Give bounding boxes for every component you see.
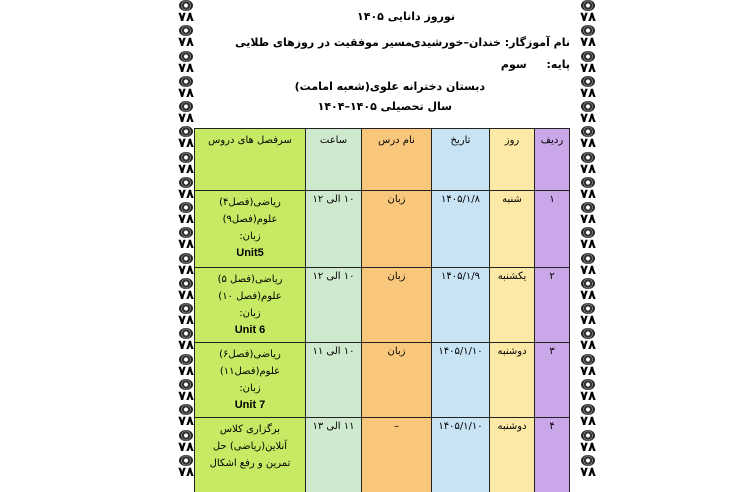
border-ornament <box>575 227 601 252</box>
cell-radif: ۲ <box>535 268 570 343</box>
border-number: ۷۸ <box>580 313 596 329</box>
border-number: ۷۸ <box>580 136 596 152</box>
border-number: ۷۸ <box>580 212 596 228</box>
border-number: ۷۸ <box>580 85 596 101</box>
cell-tarikh: ۱۴۰۵/۱/۱۰ <box>432 343 490 418</box>
border-ornament <box>575 328 601 353</box>
border-number: ۷۸ <box>178 388 194 404</box>
border-ornament <box>575 455 601 480</box>
border-number: ۷۸ <box>178 212 194 228</box>
grade-line <box>501 58 570 71</box>
border-number: ۷۸ <box>178 237 194 253</box>
border-ornament <box>575 25 601 50</box>
border-ornament <box>575 253 601 278</box>
cell-nam-dars: زبان <box>362 343 432 418</box>
cell-radif: ۱ <box>535 191 570 268</box>
border-ornament <box>575 51 601 76</box>
header-radif: ردیف <box>535 129 570 191</box>
unit-label: Unit 7 <box>234 399 266 411</box>
topic-line: تمرین و رفع اشکال <box>209 458 291 469</box>
cell-saat: ۱۱ الی ۱۳ <box>306 418 362 492</box>
border-number: ۷۸ <box>178 313 194 329</box>
border-number: ۷۸ <box>580 161 596 177</box>
border-ornament <box>575 101 601 126</box>
border-ornament <box>575 126 601 151</box>
cell-radif: ۴ <box>535 418 570 492</box>
cell-radif: ۳ <box>535 343 570 418</box>
cell-nam-dars: زبان <box>362 268 432 343</box>
cell-tarikh: ۱۴۰۵/۱/۹ <box>432 268 490 343</box>
border-ornament <box>575 354 601 379</box>
cell-rooz: دوشنبه <box>490 343 535 418</box>
border-number: ۷۸ <box>580 363 596 379</box>
grade-label: پایه: <box>546 58 570 71</box>
border-ornament <box>173 101 199 126</box>
flower-icon <box>179 430 193 441</box>
header-saat: ساعت <box>306 129 362 191</box>
table-row <box>195 343 570 418</box>
teacher-name: خندان–خورشیدی <box>410 36 501 49</box>
border-ornament <box>173 0 199 25</box>
cell-saat: ۱۰ الی ۱۲ <box>306 268 362 343</box>
border-number: ۷۸ <box>178 111 194 127</box>
table-row <box>195 268 570 343</box>
path-title: مسیر موفقیت در روزهای طلایی <box>235 36 412 49</box>
border-ornament <box>173 51 199 76</box>
header-row <box>195 129 570 191</box>
topic-line: ریاضی(فصل ۵) <box>217 274 283 285</box>
cell-rooz: یکشنبه <box>490 268 535 343</box>
schedule-table <box>194 128 570 492</box>
border-ornament <box>575 202 601 227</box>
cell-topics <box>195 343 306 418</box>
cell-topics <box>195 418 306 492</box>
border-number: ۷۸ <box>580 439 596 455</box>
flower-icon <box>581 51 595 62</box>
border-ornament <box>575 430 601 455</box>
header-nam-dars: نام درس <box>362 129 432 191</box>
cell-nam-dars: زبان <box>362 191 432 268</box>
border-number: ۷۸ <box>178 10 194 25</box>
border-number: ۷۸ <box>178 136 194 152</box>
topic-line: ریاضی(فصل۴) <box>219 197 281 208</box>
border-number: ۷۸ <box>178 287 194 303</box>
teacher-line <box>411 36 570 49</box>
border-number: ۷۸ <box>580 338 596 354</box>
border-number: ۷۸ <box>580 10 596 25</box>
header-tarikh: تاریخ <box>432 129 490 191</box>
school-name: دبستان دخترانه علوی(شعبه امامت) <box>294 80 485 93</box>
cell-tarikh: ۱۴۰۵/۱/۸ <box>432 191 490 268</box>
border-number: ۷۸ <box>580 414 596 430</box>
unit-label: Unit5 <box>236 247 264 259</box>
table-row <box>195 418 570 492</box>
border-number: ۷۸ <box>178 35 194 51</box>
topic-line: آنلاین(ریاضی) حل <box>212 441 288 452</box>
border-number: ۷۸ <box>580 35 596 51</box>
flower-icon <box>179 152 193 163</box>
unit-label: Unit 6 <box>234 324 266 336</box>
border-number: ۷۸ <box>178 338 194 354</box>
border-number: ۷۸ <box>580 237 596 253</box>
border-ornament <box>173 76 199 101</box>
cell-topics <box>195 268 306 343</box>
border-ornament <box>575 76 601 101</box>
border-ornament <box>575 0 601 25</box>
topic-line: علوم(فصل۱۱) <box>219 366 281 377</box>
grade-value: سوم <box>500 58 527 71</box>
cell-topics <box>195 191 306 268</box>
border-number: ۷۸ <box>580 186 596 202</box>
cell-saat: ۱۰ الی ۱۲ <box>306 191 362 268</box>
topic-line: زبان: <box>239 231 261 242</box>
border-ornament <box>575 177 601 202</box>
border-number: ۷۸ <box>580 111 596 127</box>
flower-icon <box>179 253 193 264</box>
border-number: ۷۸ <box>580 464 596 480</box>
border-number: ۷۸ <box>580 287 596 303</box>
flower-icon <box>179 51 193 62</box>
page-title: نوروز دانایی ۱۴۰۵ <box>357 10 455 23</box>
border-number: ۷۸ <box>580 388 596 404</box>
teacher-label: نام آموزگار: <box>504 36 570 49</box>
border-number: ۷۸ <box>580 262 596 278</box>
border-number: ۷۸ <box>178 439 194 455</box>
flower-icon <box>581 152 595 163</box>
border-number: ۷۸ <box>178 414 194 430</box>
border-ornament <box>173 25 199 50</box>
border-number: ۷۸ <box>178 262 194 278</box>
topic-line: زبان: <box>239 308 261 319</box>
topic-line: زبان: <box>239 383 261 394</box>
flower-icon <box>581 430 595 441</box>
border-number: ۷۸ <box>178 60 194 76</box>
topic-line: علوم(فصل۹) <box>222 214 278 225</box>
border-ornament <box>575 278 601 303</box>
border-ornament <box>575 303 601 328</box>
border-number: ۷۸ <box>178 363 194 379</box>
topic-line: ریاضی(فصل۶) <box>219 349 281 360</box>
border-number: ۷۸ <box>178 186 194 202</box>
right-border <box>575 0 601 480</box>
school-year: سال تحصیلی ۱۴۰۵–۱۴۰۴ <box>317 100 452 113</box>
topic-line: برگزاری کلاس <box>219 424 281 435</box>
border-ornament <box>575 379 601 404</box>
header-topics: سرفصل های دروس <box>195 129 306 191</box>
border-ornament <box>575 152 601 177</box>
cell-saat: ۱۰ الی ۱۱ <box>306 343 362 418</box>
cell-rooz: دوشنبه <box>490 418 535 492</box>
flower-icon <box>581 253 595 264</box>
table-row <box>195 191 570 268</box>
cell-nam-dars: – <box>362 418 432 492</box>
cell-tarikh: ۱۴۰۵/۱/۱۰ <box>432 418 490 492</box>
border-number: ۷۸ <box>178 464 194 480</box>
header-rooz: روز <box>490 129 535 191</box>
cell-rooz: شنبه <box>490 191 535 268</box>
border-number: ۷۸ <box>580 60 596 76</box>
border-ornament <box>575 404 601 429</box>
border-number: ۷۸ <box>178 85 194 101</box>
topic-line: علوم(فصل ۱۰) <box>218 291 282 302</box>
border-number: ۷۸ <box>178 161 194 177</box>
